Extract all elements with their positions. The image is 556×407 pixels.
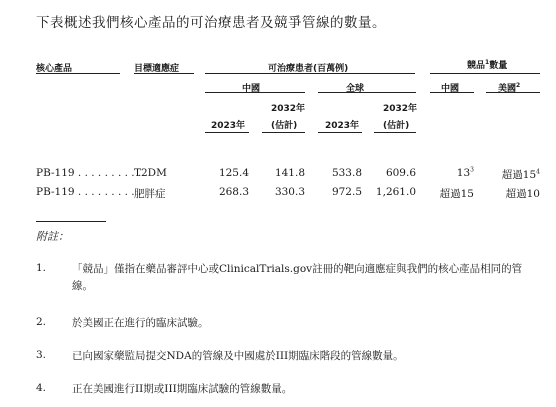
note-3-number: 3. [36,349,47,361]
header-competitors-label: 競品 [467,61,486,71]
rule-us-comp [486,92,540,93]
header-china: 中國 [242,84,261,94]
note-3-text: 已向國家藥監局提交NDA的管線及中國處於III期臨床階段的管線數量。 [72,350,404,362]
header-china-competitors: 中國 [441,84,460,94]
row1-comp-cn [430,167,474,179]
row2-cn2032: 330.3 [274,186,305,198]
row2-comp-us: 超過10 [505,188,540,200]
header-2023-global: 2023年 [325,121,360,131]
row2-indication: 肥胖症 [134,188,166,200]
notes-separator [36,221,106,222]
header-est-global: (估計) [383,121,410,131]
rule-core-product [36,73,120,74]
note-2-number: 2. [36,316,47,328]
note-4-text: 正在美國進行II期或III期臨床試驗的管線數量。 [72,383,293,395]
note-1-text: 「競品」僅指在藥品審評中心或ClinicalTrials.gov註冊的靶向適應症與我們的核心產品相同的管線。 [72,263,523,292]
header-us-label: 美國 [498,84,517,94]
rule-china-comp [430,92,474,93]
intro-text: 下表概述我們核心產品的可治療患者及競爭管線的數量。 [36,15,386,31]
header-2032-china: 2032年 [271,104,306,114]
header-indication: 目標適應症 [134,64,180,74]
row1-comp-cn-sup: 3 [470,166,474,174]
row1-indication: T2DM [134,167,167,179]
note-2-text: 於美國正在進行的臨床試驗。 [72,317,209,329]
header-competitors [467,58,507,71]
header-competitors-suffix: 數量 [489,61,508,71]
rule-china [205,92,305,93]
row1-comp-us-sup: 4 [536,168,540,176]
header-competitors-sup: 1 [485,59,490,66]
row1-comp-cn-value: 13 [456,167,471,179]
header-global: 全球 [346,84,365,94]
rule-2032-global [374,132,416,133]
header-est-china: (估計) [271,121,298,131]
rule-global [318,92,416,93]
row2-comp-cn: 超過15 [439,188,474,200]
rule-2023-global [318,132,362,133]
row2-gl2023: 972.5 [331,186,362,198]
rule-2032-china [262,132,305,133]
rule-indication [134,73,194,74]
rule-2023-china [205,132,249,133]
rule-competitors [430,73,540,74]
header-2032-global: 2032年 [383,104,418,114]
row1-cn2032: 141.8 [274,167,305,179]
note-4-number: 4. [36,382,47,394]
row1-comp-us-value: 超過15 [501,169,537,181]
row1-comp-us [486,167,540,182]
header-patients: 可治療患者(百萬例) [268,64,349,74]
row1-gl2023: 533.8 [331,167,362,179]
header-us-sup: 2 [516,82,521,89]
note-1-number: 1. [36,262,47,274]
header-2023-china: 2023年 [211,121,246,131]
rule-patients [205,73,415,74]
row1-cn2023: 125.4 [218,167,249,179]
row1-gl2032: 609.6 [385,167,416,179]
header-core-product: 核心產品 [36,64,73,74]
row2-product: PB-119 . . . . . . . . . . [36,186,142,198]
notes-title: 附註： [36,230,69,243]
row2-gl2032: 1,261.0 [375,186,416,198]
row2-cn2023: 268.3 [218,186,249,198]
row1-product: PB-119 . . . . . . . . . . [36,167,142,179]
